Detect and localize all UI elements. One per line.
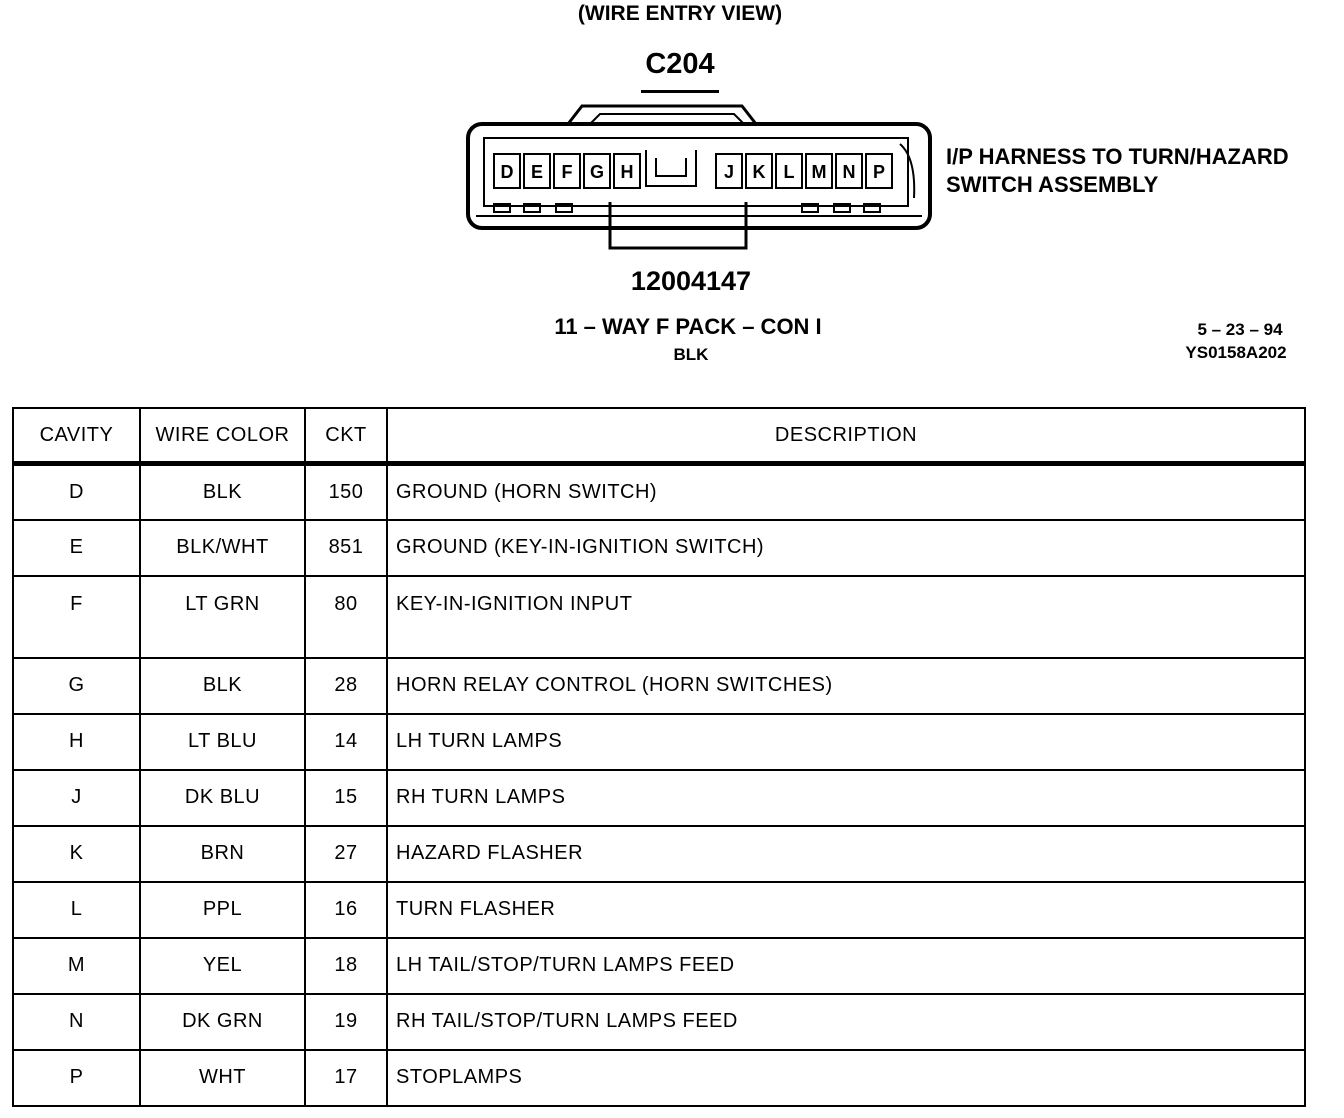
cell-ckt: 150 [305,464,387,520]
pinout-table [12,407,1306,1107]
cavity-label-g: G [589,162,605,182]
document-date: 5 – 23 – 94 [1197,320,1283,339]
connector-drawing [460,98,940,258]
cell-cavity: M [13,938,140,994]
cell-ckt: 15 [305,770,387,826]
table-row [13,994,1305,1050]
header-description: DESCRIPTION [387,408,1305,464]
cell-ckt: 851 [305,520,387,576]
connector-color: BLK [673,345,709,364]
cell-cavity: D [13,464,140,520]
part-number: 12004147 [630,266,752,296]
cell-cavity: P [13,1050,140,1106]
cell-ckt: 16 [305,882,387,938]
cell-ckt: 19 [305,994,387,1050]
table-row [13,826,1305,882]
cell-description: STOPLAMPS [387,1050,1305,1106]
cell-wire-color: DK BLU [140,770,305,826]
table-row [13,770,1305,826]
header-ckt: CKT [305,408,387,464]
connector-type: 11 – WAY F PACK – CON I [554,314,822,339]
harness-label-line-1: I/P HARNESS TO TURN/HAZARD [946,144,1289,169]
cavity-group [494,154,892,188]
view-title: (WIRE ENTRY VIEW) [577,2,783,25]
cell-description: RH TAIL/STOP/TURN LAMPS FEED [387,994,1305,1050]
table-row [13,938,1305,994]
cell-cavity: K [13,826,140,882]
pinout-table-body [13,464,1305,1106]
cavity-label-m: M [811,162,827,182]
table-row [13,658,1305,714]
cavity-label-d: D [500,162,514,182]
table-row [13,882,1305,938]
table-header-row [13,408,1305,464]
cell-ckt: 14 [305,714,387,770]
cell-description: RH TURN LAMPS [387,770,1305,826]
cell-wire-color: BLK/WHT [140,520,305,576]
cell-description: GROUND (KEY-IN-IGNITION SWITCH) [387,520,1305,576]
harness-label [946,143,1344,199]
cell-ckt: 80 [305,576,387,658]
cell-ckt: 28 [305,658,387,714]
cavity-label-h: H [620,162,634,182]
cell-cavity: N [13,994,140,1050]
cell-cavity: F [13,576,140,658]
connector-id-underline [641,90,719,93]
cell-description: HAZARD FLASHER [387,826,1305,882]
cell-wire-color: BRN [140,826,305,882]
cell-wire-color: LT GRN [140,576,305,658]
cell-cavity: G [13,658,140,714]
document-id: YS0158A202 [1185,343,1287,362]
cavity-label-j: J [723,162,735,182]
cell-wire-color: YEL [140,938,305,994]
table-row [13,464,1305,520]
cavity-label-k: K [752,162,766,182]
cell-description: GROUND (HORN SWITCH) [387,464,1305,520]
cell-description: LH TURN LAMPS [387,714,1305,770]
cell-wire-color: BLK [140,658,305,714]
header-cavity: CAVITY [13,408,140,464]
table-row [13,576,1305,658]
cell-wire-color: PPL [140,882,305,938]
cell-wire-color: DK GRN [140,994,305,1050]
cell-description: KEY-IN-IGNITION INPUT [387,576,1305,658]
cell-cavity: H [13,714,140,770]
table-row [13,714,1305,770]
cell-wire-color: LT BLU [140,714,305,770]
cell-ckt: 27 [305,826,387,882]
cell-description: HORN RELAY CONTROL (HORN SWITCHES) [387,658,1305,714]
header-wire-color: WIRE COLOR [140,408,305,464]
cell-wire-color: WHT [140,1050,305,1106]
cell-description: TURN FLASHER [387,882,1305,938]
harness-label-line-2: SWITCH ASSEMBLY [946,172,1159,197]
cell-cavity: E [13,520,140,576]
cavity-label-l: L [783,162,795,182]
cell-ckt: 17 [305,1050,387,1106]
connector-id: C204 [645,48,715,80]
cell-cavity: J [13,770,140,826]
cavity-label-p: P [872,162,886,182]
cell-cavity: L [13,882,140,938]
cavity-label-f: F [561,162,573,182]
table-row [13,1050,1305,1106]
cell-ckt: 18 [305,938,387,994]
cell-wire-color: BLK [140,464,305,520]
cavity-label-e: E [530,162,544,182]
cavity-label-n: N [842,162,856,182]
table-row [13,520,1305,576]
cell-description: LH TAIL/STOP/TURN LAMPS FEED [387,938,1305,994]
